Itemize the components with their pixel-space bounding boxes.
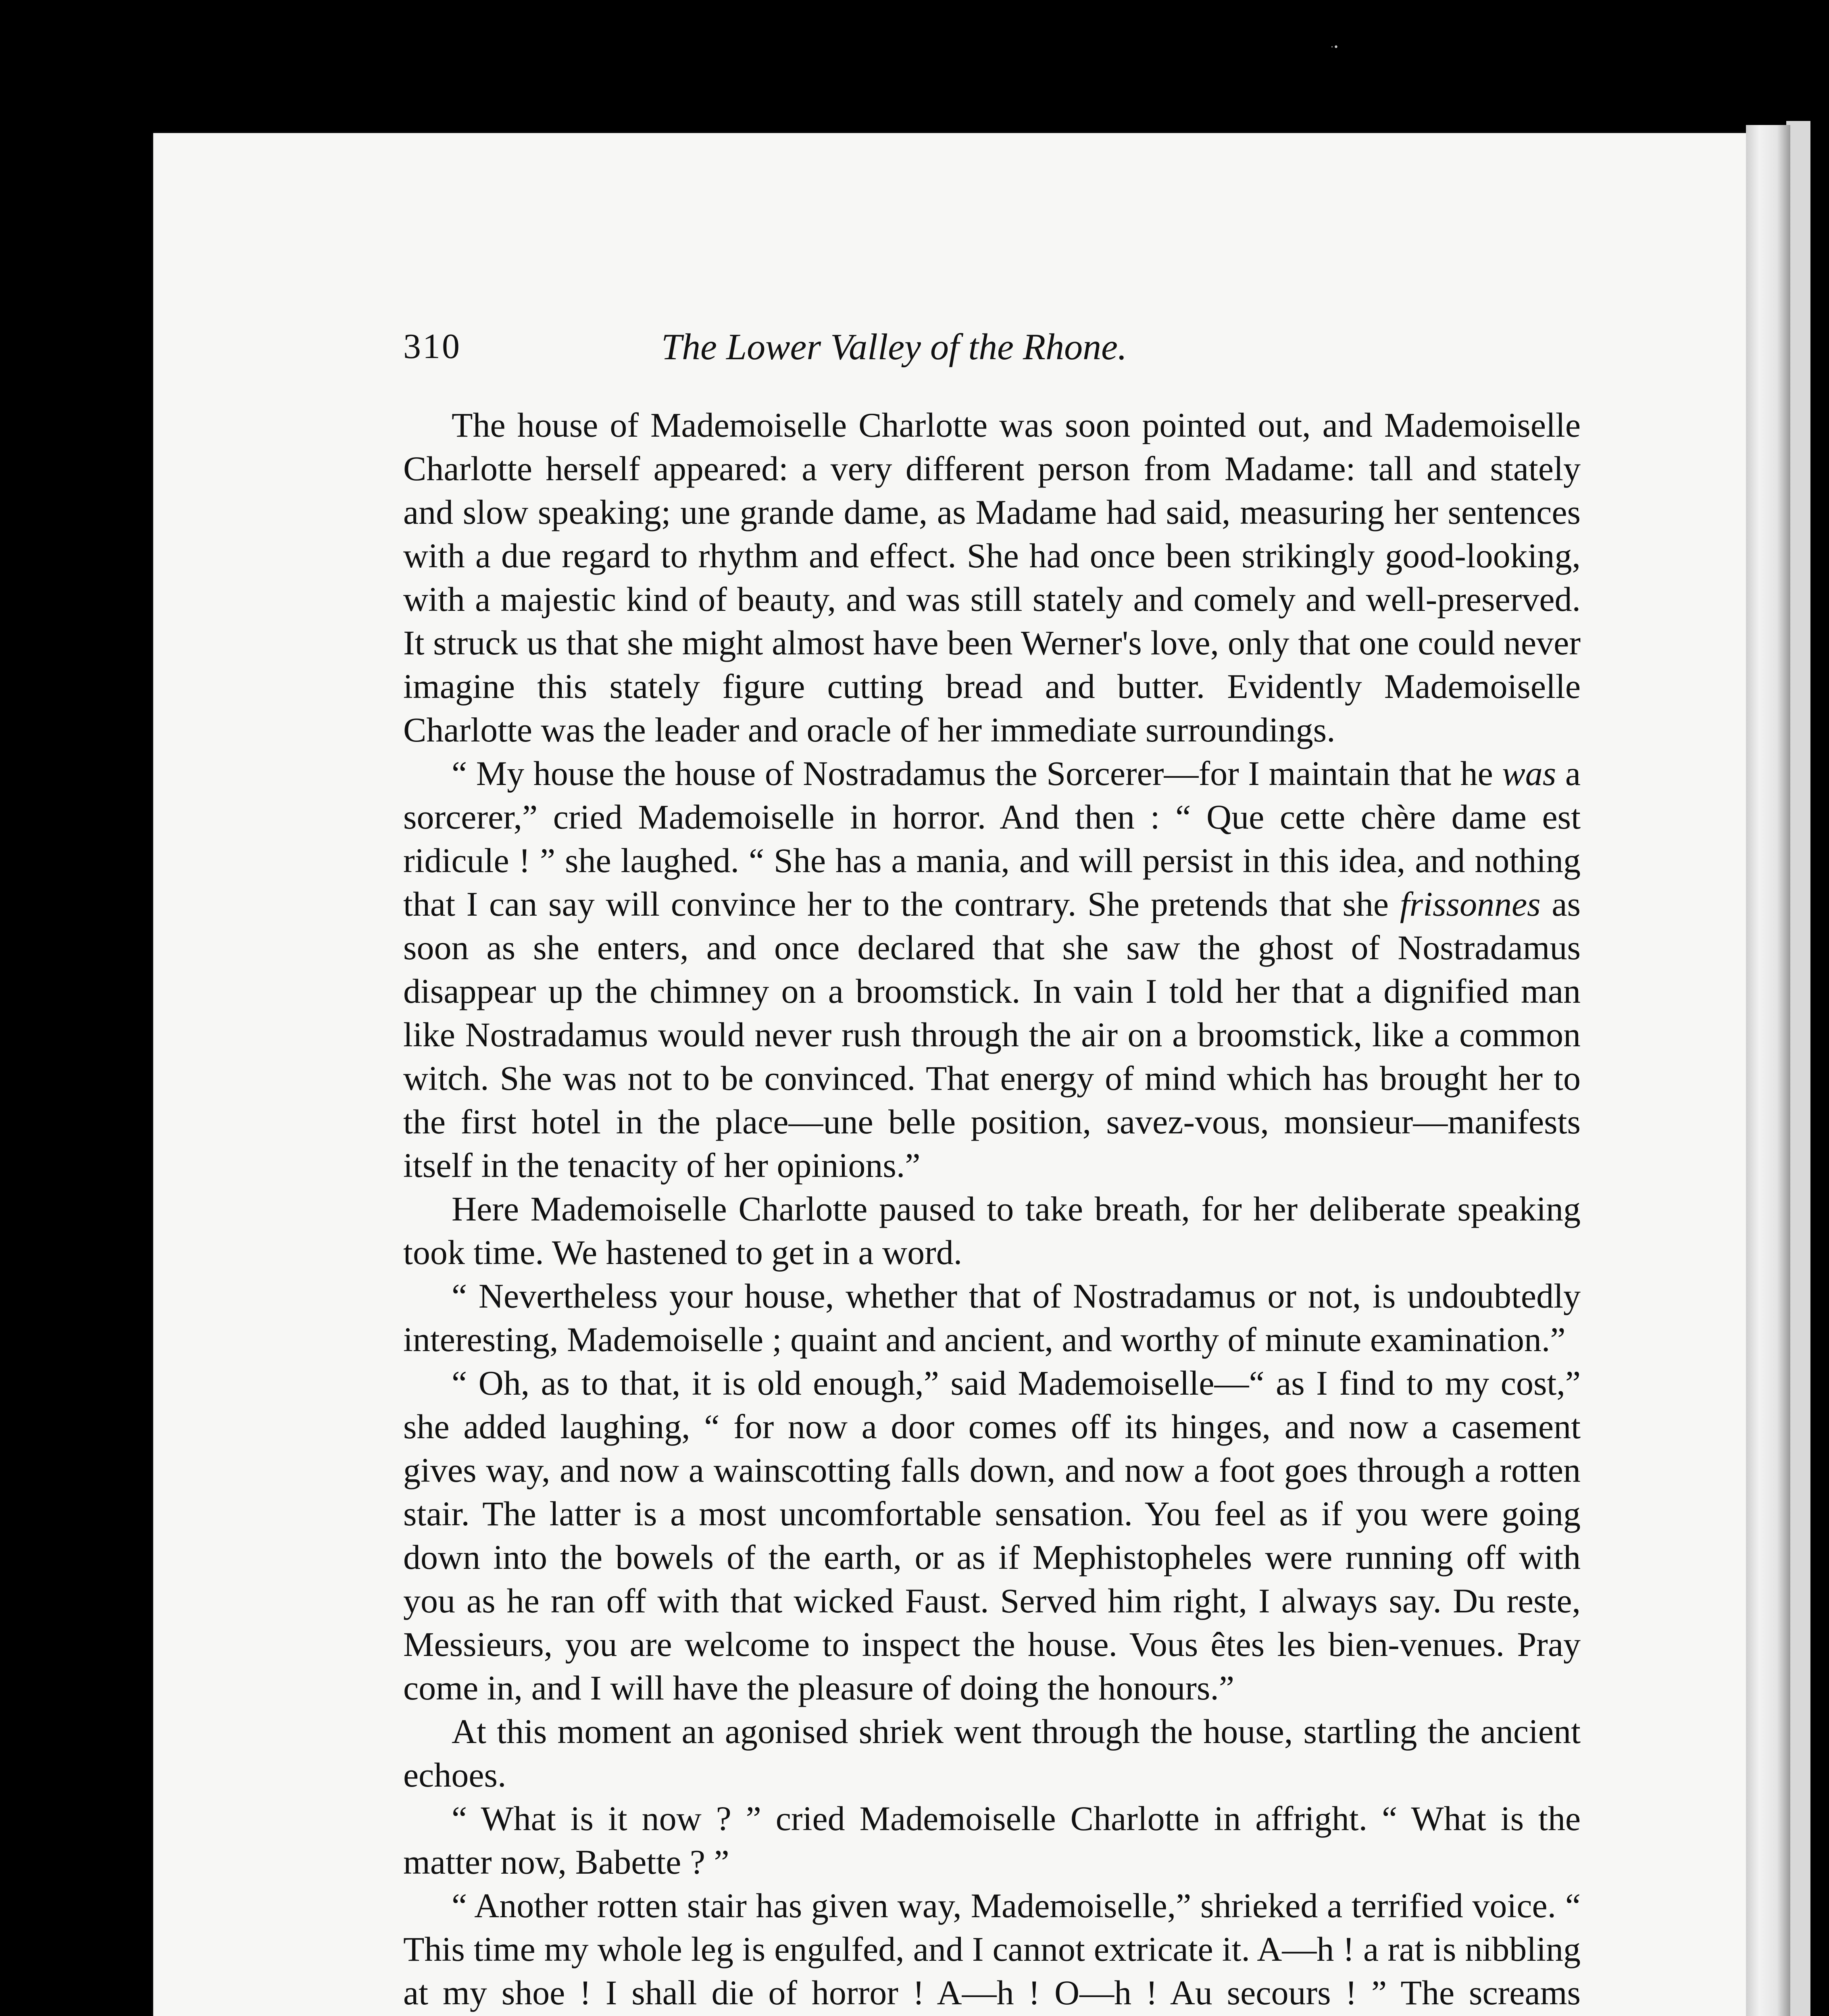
scan-speck: ·• bbox=[1331, 42, 1339, 52]
page-curve-edge bbox=[1746, 125, 1790, 2016]
paragraph-text: a sorcerer,” cried Mademoiselle in horror. And then : “ Que cette chère dame est ridicule ! ” she laughed. “ She has a mania, and will persist in this idea, and nothing that I can say will convince her to the contrary. She pretends that she bbox=[403, 754, 1581, 923]
italic-word: frissonnes bbox=[1400, 885, 1541, 923]
paragraph: The house of Mademoiselle Charlotte was soon pointed out, and Mademoiselle Charlotte herself appeared: a very different person from Madame: tall and stately and slow speaking; une grande dame, as Madame had said, measuring her sentences with a due regard to rhythm and effect. She had once been strikingly good-looking, with a majestic kind of beauty, and was still stately and comely and well-preserved. It struck us that she might almost have been Werner's love, only that one could never imagine this stately figure cutting bread and butter. Evidently Mademoiselle Charlotte was the leader and oracle of her immediate surroundings. bbox=[403, 406, 1581, 749]
paragraph: Here Mademoiselle Charlotte paused to take breath, for her deliberate speaking took time. We hastened to get in a word. bbox=[403, 1189, 1581, 1272]
paragraph-text: as soon as she enters, and once declared that she saw the ghost of Nostradamus disappear up the chimney on a broomstick. In vain I told her that a dignified man like Nostradamus would never rush through the air on a broomstick, like a common witch. She was not to be convinced. That energy of mind which has brought her to the first hotel in the place—une belle position, savez-vous, monsieur—manifests itself in the tenacity of her opinions.” bbox=[403, 885, 1581, 1185]
paragraph bbox=[403, 752, 1581, 1187]
body-text bbox=[403, 403, 1581, 2016]
paragraph: “ Oh, as to that, it is old enough,” said Mademoiselle—“ as I find to my cost,” she added laughing, “ for now a door comes off its hinges, and now a casement gives way, and now a wainscotting falls down, and now a foot goes through a rotten stair. The latter is a most uncomfortable sensation. You feel as if you were going down into the bowels of the earth, or as if Mephistopheles were running off with you as he ran off with that wicked Faust. Served him right, I always say. Du reste, Messieurs, you are welcome to inspect the house. Vous êtes les bien-venues. Pray come in, and I will have the pleasure of doing the honours.” bbox=[403, 1364, 1581, 1707]
page-number: 310 bbox=[403, 327, 461, 366]
paragraph-text: “ My house the house of Nostradamus the Sorcerer—for I maintain that he bbox=[452, 754, 1502, 793]
paragraph: “ Another rotten stair has given way, Mademoiselle,” shrieked a terrified voice. “ This time my whole leg is engulfed, and I cannot extricate it. A—h ! a rat is nibbling at my shoe ! I shall die of horror ! A—h ! O—h ! Au secours ! ” The screams bbox=[403, 1886, 1581, 2012]
italic-word: was bbox=[1502, 754, 1556, 793]
paragraph: “ Nevertheless your house, whether that of Nostradamus or not, is undoubtedly interesting, Mademoiselle ; quaint and ancient, and worthy of minute examination.” bbox=[403, 1277, 1581, 1359]
paragraph: At this moment an agonised shriek went through the house, startling the ancient echoes. bbox=[403, 1712, 1581, 1794]
running-title: The Lower Valley of the Rhone. bbox=[661, 326, 1127, 367]
running-head bbox=[403, 319, 1597, 375]
paragraph: “ What is it now ? ” cried Mademoiselle Charlotte in affright. “ What is the matter now, Babette ? ” bbox=[403, 1799, 1581, 1881]
